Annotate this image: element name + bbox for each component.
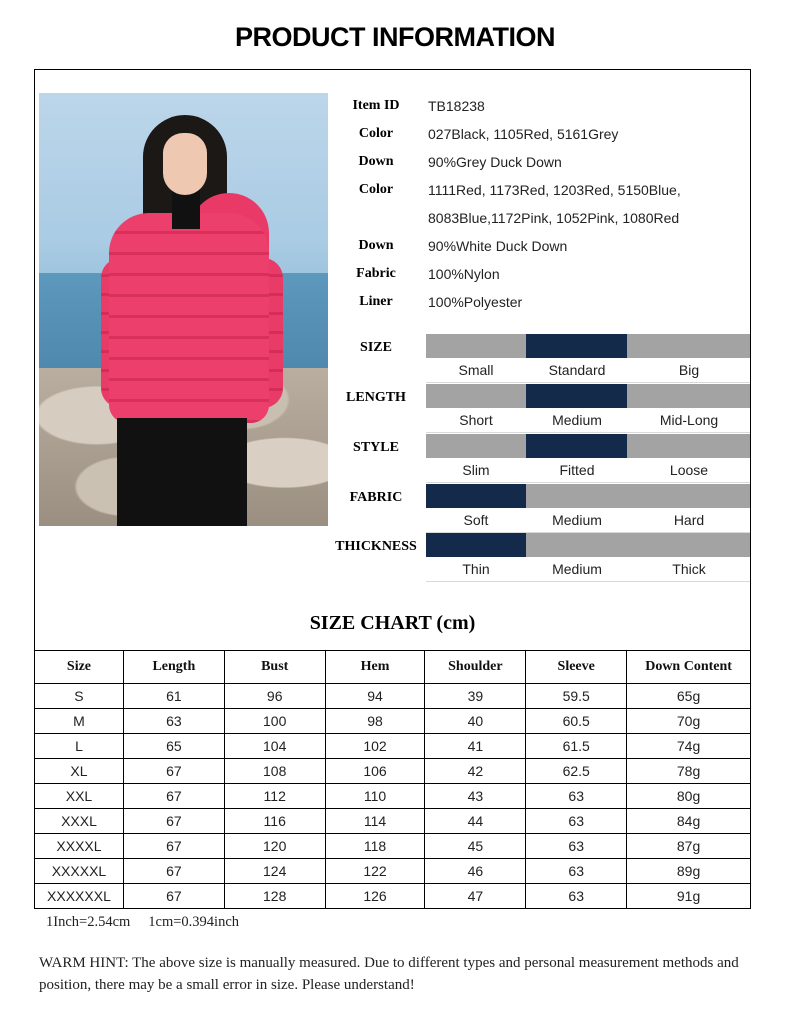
- scale-divider: [426, 432, 750, 433]
- scale-segment: [627, 334, 750, 358]
- table-cell: 89g: [627, 859, 751, 884]
- table-cell: 65g: [627, 684, 751, 709]
- scale-divider: [426, 581, 750, 582]
- table-cell: 108: [224, 759, 325, 784]
- table-cell: 100: [224, 709, 325, 734]
- scale-option-label: Mid-Long: [659, 412, 719, 428]
- column-header: Sleeve: [526, 651, 627, 684]
- table-cell: 106: [325, 759, 425, 784]
- scale-segment-selected: [526, 434, 627, 458]
- table-cell: 78g: [627, 759, 751, 784]
- size-chart-title: SIZE CHART (cm): [309, 612, 476, 634]
- table-cell: 110: [325, 784, 425, 809]
- table-cell: 74g: [627, 734, 751, 759]
- table-cell: 65: [123, 734, 224, 759]
- table-row: [35, 859, 751, 884]
- scale-option-label: Thin: [462, 561, 490, 577]
- table-row: [35, 784, 751, 809]
- table-cell: 67: [123, 859, 224, 884]
- scale-segment: [627, 484, 750, 508]
- table-cell: 70g: [627, 709, 751, 734]
- scale-option-label: Medium: [552, 512, 602, 528]
- warm-hint: WARM HINT: The above size is manually measured. Due to different types and personal measurement methods and position, there may be a small error in size. Please understand!: [39, 955, 739, 993]
- table-row: [35, 834, 751, 859]
- scale-segment: [526, 484, 627, 508]
- table-cell: 67: [123, 809, 224, 834]
- table-cell: S: [35, 684, 124, 709]
- scale-segment: [627, 384, 750, 408]
- table-cell: 59.5: [526, 684, 627, 709]
- table-cell: 112: [224, 784, 325, 809]
- table-cell: 102: [325, 734, 425, 759]
- table-cell: 124: [224, 859, 325, 884]
- spec-value-fabric: 100%Nylon: [428, 266, 500, 282]
- spec-label-liner: Liner: [359, 294, 393, 309]
- table-cell: XXXXXL: [35, 859, 124, 884]
- table-cell: M: [35, 709, 124, 734]
- spec-label-down: Down: [358, 154, 394, 169]
- table-cell: 40: [425, 709, 526, 734]
- table-row: [35, 734, 751, 759]
- table-cell: 94: [325, 684, 425, 709]
- table-cell: 42: [425, 759, 526, 784]
- spec-label-color: Color: [358, 126, 394, 141]
- spec-value-down-2: 90%White Duck Down: [428, 238, 568, 254]
- inch-conversion: 1Inch=2.54cm: [46, 914, 131, 930]
- table-cell: L: [35, 734, 124, 759]
- table-cell: XXL: [35, 784, 124, 809]
- table-cell: 80g: [627, 784, 751, 809]
- table-cell: 104: [224, 734, 325, 759]
- cm-conversion: 1cm=0.394inch: [148, 914, 240, 930]
- scale-option-label: Standard: [548, 362, 606, 378]
- table-row: [35, 759, 751, 784]
- product-photo: [39, 93, 328, 526]
- scale-option-label: Soft: [463, 512, 489, 528]
- table-cell: 116: [224, 809, 325, 834]
- column-header: Down Content: [627, 651, 751, 684]
- scale-segment-selected: [426, 533, 526, 557]
- scale-option-label: Medium: [552, 412, 602, 428]
- table-cell: 60.5: [526, 709, 627, 734]
- table-cell: 128: [224, 884, 325, 909]
- table-row: [35, 884, 751, 909]
- table-cell: 46: [425, 859, 526, 884]
- spec-value-color-2: 1111Red, 1173Red, 1203Red, 5150Blue,: [428, 182, 681, 198]
- column-header: Shoulder: [425, 651, 526, 684]
- spec-value-color: 027Black, 1105Red, 5161Grey: [428, 126, 619, 142]
- scale-segment: [627, 533, 750, 557]
- table-cell: 87g: [627, 834, 751, 859]
- scale-segment-selected: [526, 334, 627, 358]
- table-cell: 63: [526, 809, 627, 834]
- scale-segment: [426, 334, 526, 358]
- column-header: Length: [123, 651, 224, 684]
- table-cell: 118: [325, 834, 425, 859]
- scale-option-label: Big: [678, 362, 700, 378]
- table-cell: 67: [123, 784, 224, 809]
- column-header: Hem: [325, 651, 425, 684]
- table-cell: 126: [325, 884, 425, 909]
- scale-option-label: Medium: [552, 561, 602, 577]
- table-row: [35, 809, 751, 834]
- table-cell: 61.5: [526, 734, 627, 759]
- scale-option-label: Slim: [462, 462, 490, 478]
- table-cell: XL: [35, 759, 124, 784]
- table-cell: XXXL: [35, 809, 124, 834]
- table-cell: 91g: [627, 884, 751, 909]
- table-cell: 43: [425, 784, 526, 809]
- table-cell: 120: [224, 834, 325, 859]
- table-cell: 67: [123, 759, 224, 784]
- scale-divider: [426, 382, 750, 383]
- size-chart-header-row: [35, 651, 751, 684]
- attribute-label: FABRIC: [349, 490, 403, 505]
- scale-segment-selected: [526, 384, 627, 408]
- table-row: [35, 709, 751, 734]
- spec-value-down: 90%Grey Duck Down: [428, 154, 562, 170]
- table-cell: 67: [123, 834, 224, 859]
- table-cell: 63: [526, 834, 627, 859]
- table-cell: 98: [325, 709, 425, 734]
- table-row: [35, 684, 751, 709]
- scale-option-label: Fitted: [559, 462, 595, 478]
- size-chart-table: [34, 650, 751, 909]
- table-cell: 63: [123, 709, 224, 734]
- attribute-label: SIZE: [360, 340, 392, 355]
- table-cell: 61: [123, 684, 224, 709]
- scale-option-label: Short: [459, 412, 493, 428]
- table-cell: 67: [123, 884, 224, 909]
- spec-value-color-2-cont: 8083Blue,1172Pink, 1052Pink, 1080Red: [428, 210, 680, 226]
- table-cell: 63: [526, 859, 627, 884]
- table-cell: XXXXXXL: [35, 884, 124, 909]
- table-cell: 39: [425, 684, 526, 709]
- scale-option-label: Small: [458, 362, 494, 378]
- spec-label-fabric: Fabric: [356, 266, 396, 281]
- table-cell: 63: [526, 784, 627, 809]
- scale-segment: [627, 434, 750, 458]
- table-cell: 96: [224, 684, 325, 709]
- table-cell: 122: [325, 859, 425, 884]
- table-cell: 84g: [627, 809, 751, 834]
- scale-option-label: Loose: [669, 462, 709, 478]
- attribute-label: LENGTH: [346, 390, 406, 405]
- attribute-label: STYLE: [353, 440, 399, 455]
- unit-conversions: [46, 914, 239, 931]
- spec-value-item-id: TB18238: [428, 98, 485, 114]
- scale-option-label: Thick: [672, 561, 706, 577]
- scale-divider: [426, 482, 750, 483]
- column-header: Size: [35, 651, 124, 684]
- scale-segment: [526, 533, 627, 557]
- scale-option-label: Hard: [673, 512, 705, 528]
- attribute-label: THICKNESS: [335, 539, 417, 554]
- table-cell: 41: [425, 734, 526, 759]
- table-cell: 63: [526, 884, 627, 909]
- spec-label-down-2: Down: [358, 238, 394, 253]
- table-cell: 47: [425, 884, 526, 909]
- table-cell: 44: [425, 809, 526, 834]
- table-cell: 114: [325, 809, 425, 834]
- column-header: Bust: [224, 651, 325, 684]
- spec-label-item-id: Item ID: [352, 98, 400, 113]
- spec-label-color-2: Color: [358, 182, 394, 197]
- scale-segment: [426, 384, 526, 408]
- scale-segment: [426, 434, 526, 458]
- scale-segment-selected: [426, 484, 526, 508]
- spec-value-liner: 100%Polyester: [428, 294, 523, 310]
- table-cell: XXXXL: [35, 834, 124, 859]
- table-cell: 62.5: [526, 759, 627, 784]
- table-cell: 45: [425, 834, 526, 859]
- page-title: PRODUCT INFORMATION: [235, 22, 555, 52]
